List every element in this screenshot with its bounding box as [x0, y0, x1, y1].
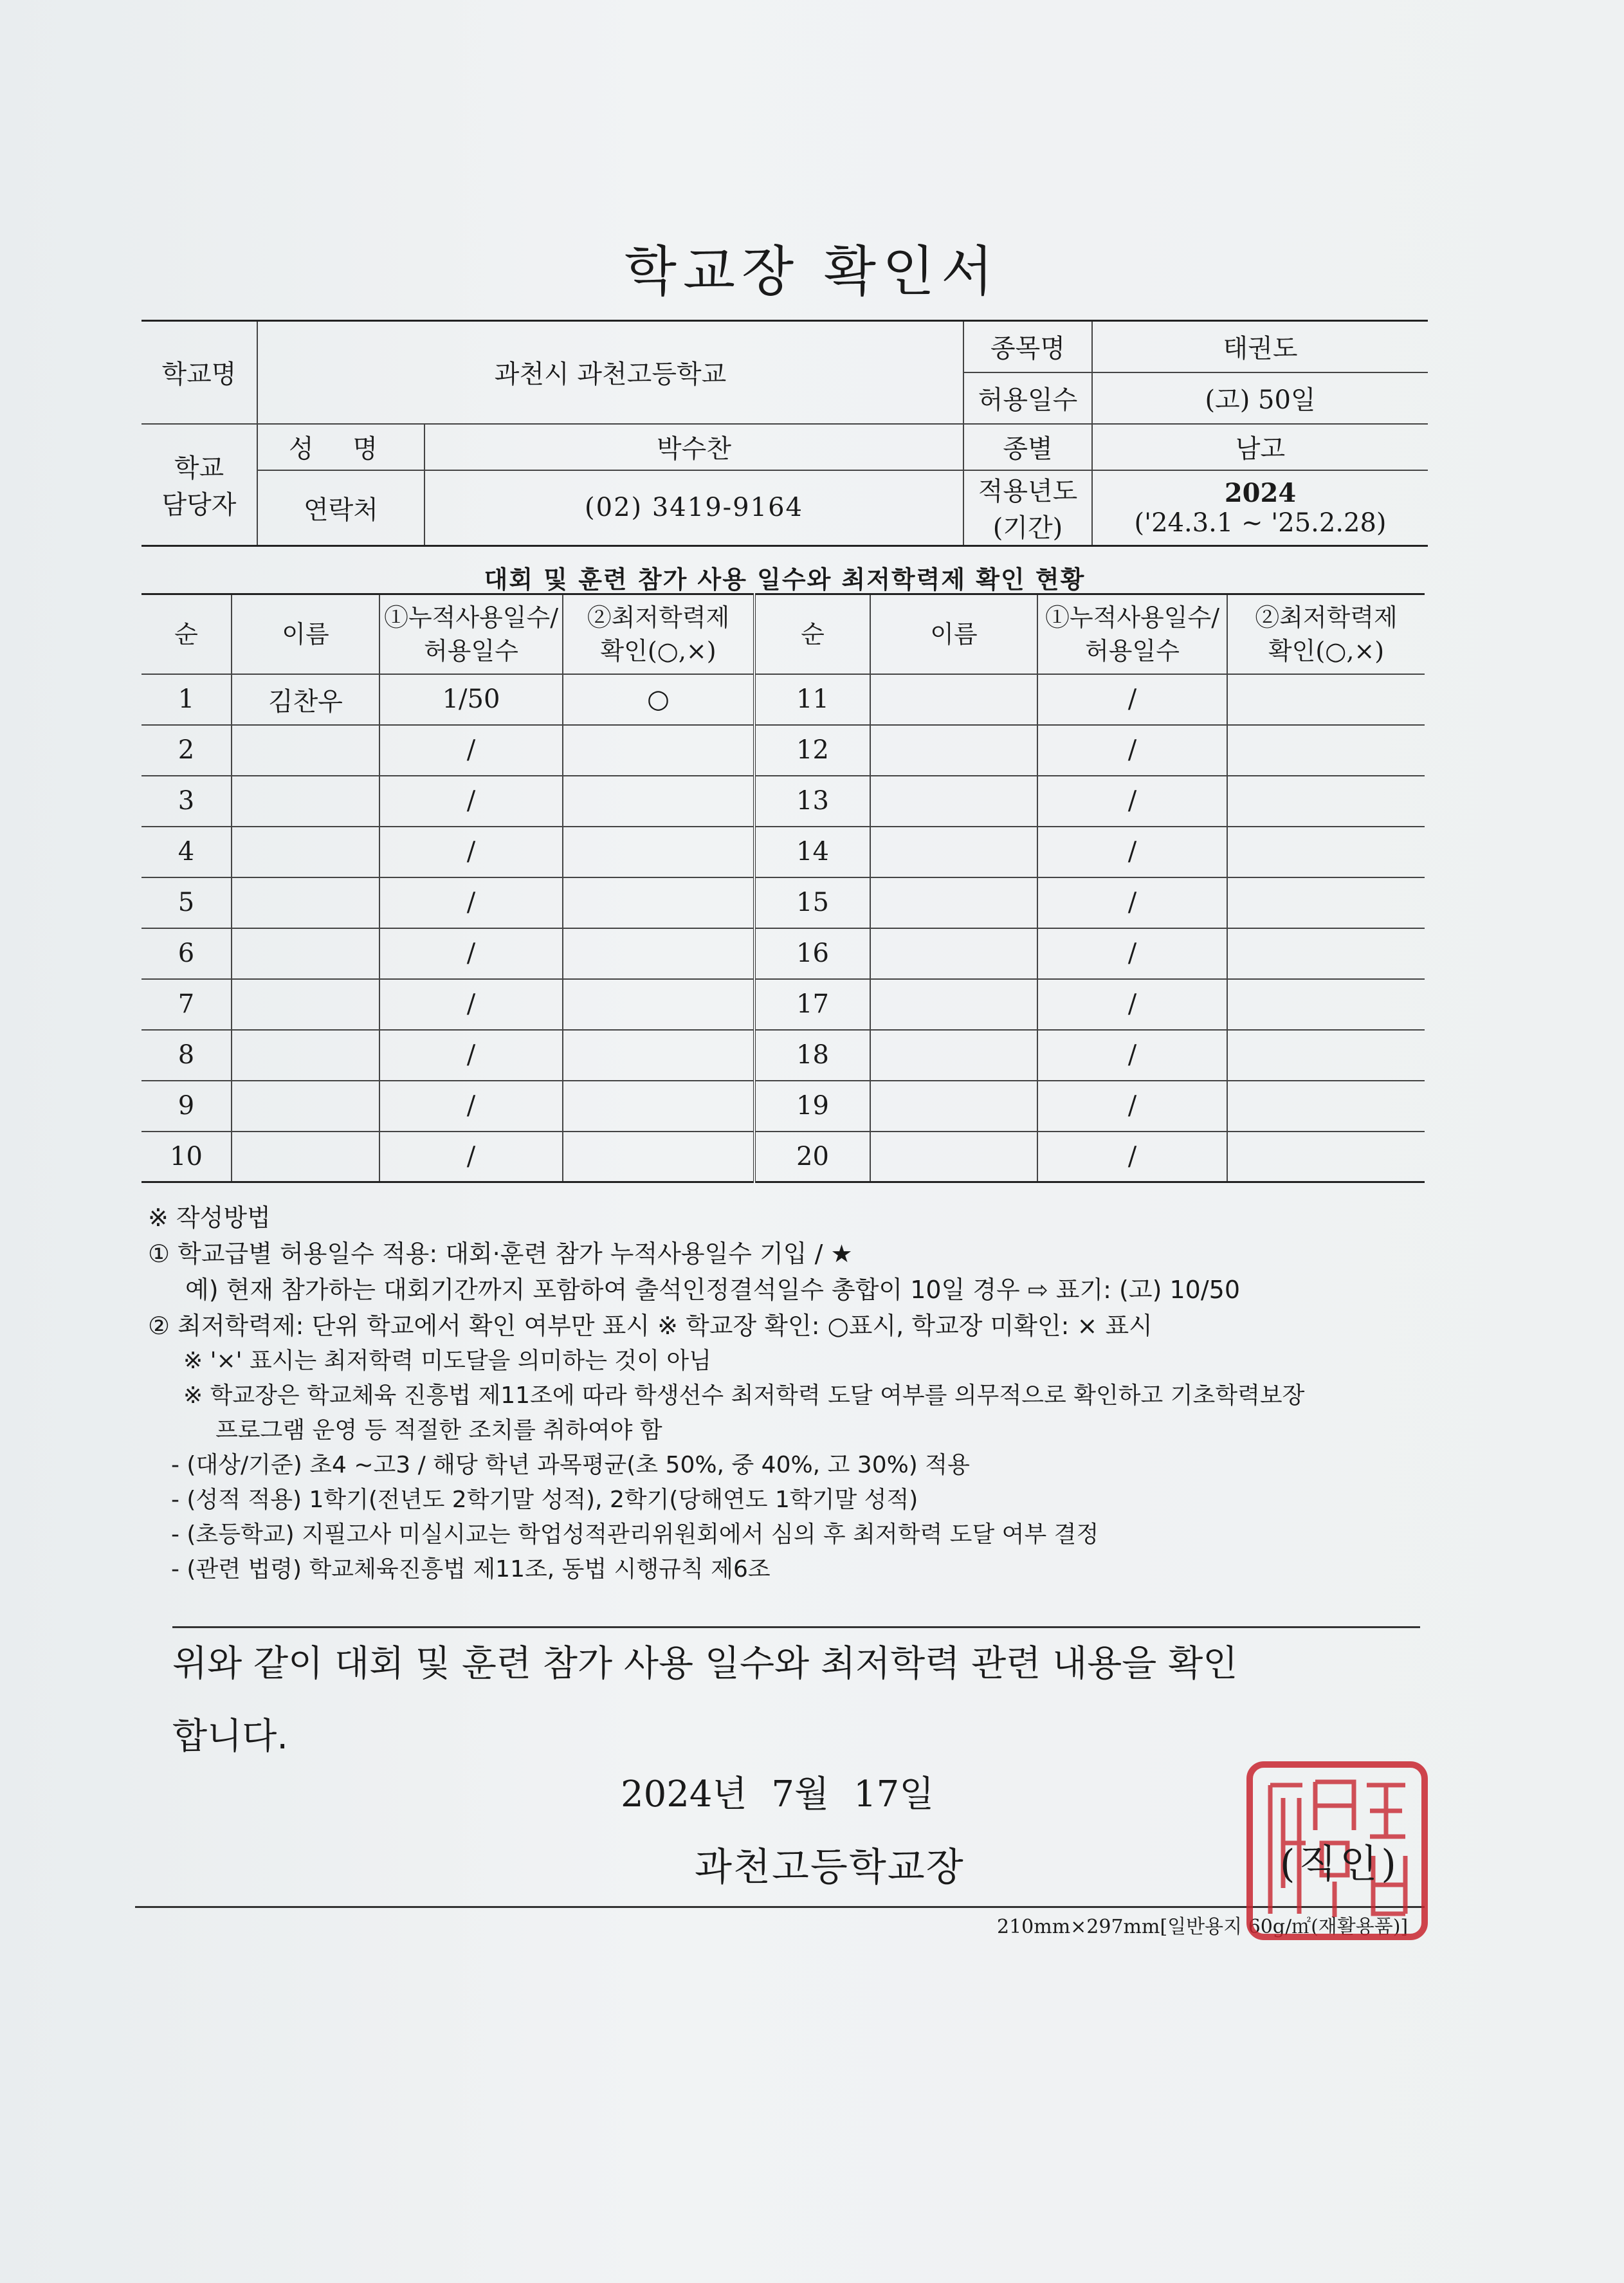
days-used-right: /: [1037, 1132, 1227, 1182]
days-used-left: /: [379, 928, 563, 979]
header-name-right: 이름: [870, 594, 1037, 674]
days-used-right: /: [1037, 877, 1227, 928]
header-days-left-line1: ①누적사용일수/: [383, 603, 559, 632]
row-number-left: 7: [141, 979, 232, 1030]
footer-rule: [135, 1906, 1425, 1908]
days-used-right: /: [1037, 674, 1227, 725]
header-check-right-line1: ②최저학력제: [1255, 603, 1398, 632]
header-days-right: [1037, 594, 1227, 674]
roster-row: [141, 1132, 1425, 1182]
academic-check-left: [563, 979, 754, 1030]
academic-check-right: [1227, 725, 1425, 776]
school-name-label: 학교명: [141, 321, 257, 424]
academic-check-left: [563, 1030, 754, 1081]
gender-label: 종별: [963, 424, 1092, 470]
section-divider: [172, 1626, 1420, 1628]
roster-subtitle: 대회 및 훈련 참가 사용 일수와 최저학력제 확인 현황: [484, 565, 1086, 594]
confirmation-statement-line2: 합니다.: [172, 1716, 289, 1757]
note-dash-1: - (대상/기준) 초4 ~고3 / 해당 학년 과목평균(초 50%, 중 40%, 고 30%) 적용: [171, 1452, 970, 1478]
days-used-right: /: [1037, 1030, 1227, 1081]
header-check-left-line1: ②최저학력제: [587, 603, 730, 632]
row-number-left: 4: [141, 827, 232, 877]
row-number-left: 2: [141, 725, 232, 776]
row-number-right: 13: [754, 776, 870, 827]
roster-row: [141, 827, 1425, 877]
row-number-left: 3: [141, 776, 232, 827]
year-label-line1: 적용년도: [978, 477, 1078, 507]
days-used-right: /: [1037, 928, 1227, 979]
student-name-left: [232, 827, 379, 877]
student-name-left: [232, 1081, 379, 1132]
year-value-cell: [1092, 470, 1428, 546]
issue-date: 2024년 7월 17일: [621, 1774, 935, 1815]
academic-check-right: [1227, 776, 1425, 827]
student-name-right: [870, 1030, 1037, 1081]
days-used-right: /: [1037, 1081, 1227, 1132]
roster-header-row: [141, 594, 1425, 674]
student-name-left: [232, 1030, 379, 1081]
contact-label-line2: 담당자: [161, 490, 237, 520]
student-name-right: [870, 979, 1037, 1030]
academic-check-left: [563, 1081, 754, 1132]
student-name-right: [870, 1132, 1037, 1182]
row-number-left: 9: [141, 1081, 232, 1132]
row-number-left: 5: [141, 877, 232, 928]
student-name-left: [232, 725, 379, 776]
academic-check-right: [1227, 979, 1425, 1030]
student-name-left: [232, 928, 379, 979]
header-days-left: [379, 594, 563, 674]
student-name-right: [870, 725, 1037, 776]
row-number-left: 1: [141, 674, 232, 725]
student-name-left: [232, 979, 379, 1030]
academic-check-left: [563, 1132, 754, 1182]
note-item-2-remark-1: ※ '×' 표시는 최저학력 미도달을 의미하는 것이 아님: [183, 1348, 711, 1374]
gender-value: 남고: [1092, 424, 1428, 470]
row-number-right: 20: [754, 1132, 870, 1182]
roster-row: [141, 1030, 1425, 1081]
academic-check-right: [1227, 1081, 1425, 1132]
days-used-left: /: [379, 1030, 563, 1081]
roster-row: [141, 776, 1425, 827]
student-name-right: [870, 827, 1037, 877]
allowed-days-label: 허용일수: [963, 372, 1092, 424]
academic-check-right: [1227, 827, 1425, 877]
student-name-right: [870, 928, 1037, 979]
row-number-right: 18: [754, 1030, 870, 1081]
academic-check-left: [563, 877, 754, 928]
instructions: [148, 1200, 1434, 1587]
seal-label: (직인): [1280, 1842, 1400, 1887]
header-name-left: 이름: [232, 594, 379, 674]
year-value: 2024: [1224, 477, 1297, 508]
row-number-left: 10: [141, 1132, 232, 1182]
confirmation-statement-line1: 위와 같이 대회 및 훈련 참가 사용 일수와 최저학력 관련 내용을 확인: [172, 1643, 1238, 1685]
days-used-left: /: [379, 776, 563, 827]
document-title: 학교장 확인서: [624, 240, 1000, 303]
header-days-right-line1: ①누적사용일수/: [1045, 603, 1220, 632]
academic-check-left: [563, 827, 754, 877]
roster-row: [141, 725, 1425, 776]
academic-check-left: [563, 776, 754, 827]
note-item-1-example: 예) 현재 참가하는 대회기간까지 포함하여 출석인정결석일수 총합이 10일 경우 ⇨ 표기: (고) 10/50: [185, 1276, 1241, 1304]
person-name-label: 성 명: [257, 424, 424, 470]
days-used-right: /: [1037, 725, 1227, 776]
academic-check-right: [1227, 1132, 1425, 1182]
days-used-left: 1/50: [379, 674, 563, 725]
days-used-left: /: [379, 827, 563, 877]
header-no-right: 순: [754, 594, 870, 674]
row-number-right: 11: [754, 674, 870, 725]
academic-check-right: [1227, 1030, 1425, 1081]
roster-body: [141, 674, 1425, 1182]
note-dash-2: - (성적 적용) 1학기(전년도 2학기말 성적), 2학기(당해연도 1학기말 성적): [171, 1487, 918, 1513]
header-check-left: [563, 594, 754, 674]
days-used-left: /: [379, 725, 563, 776]
roster-row: [141, 979, 1425, 1030]
academic-check-right: [1227, 877, 1425, 928]
header-days-right-line2: 허용일수: [1085, 636, 1180, 665]
student-name-right: [870, 877, 1037, 928]
academic-check-left: [563, 725, 754, 776]
school-name-value: 과천시 과천고등학교: [257, 321, 963, 424]
academic-check-right: [1227, 928, 1425, 979]
contact-person-label: [141, 424, 257, 546]
period-value: ('24.3.1 ~ '25.2.28): [1134, 508, 1387, 538]
header-check-right: [1227, 594, 1425, 674]
row-number-right: 15: [754, 877, 870, 928]
days-used-left: /: [379, 979, 563, 1030]
phone-label: 연락처: [257, 470, 424, 546]
header-days-left-line2: 허용일수: [424, 636, 518, 665]
year-label-line2: (기간): [992, 513, 1063, 544]
event-value: 태권도: [1092, 321, 1428, 372]
event-label: 종목명: [963, 321, 1092, 372]
roster-row: [141, 928, 1425, 979]
academic-check-right: [1227, 674, 1425, 725]
student-name-left: [232, 877, 379, 928]
roster-row: [141, 877, 1425, 928]
row-number-right: 14: [754, 827, 870, 877]
row-number-right: 19: [754, 1081, 870, 1132]
student-name-right: [870, 1081, 1037, 1132]
allowed-days-value: (고) 50일: [1092, 372, 1428, 424]
note-item-2-remark-2: ※ 학교장은 학교체육 진흥법 제11조에 따라 학생선수 최저학력 도달 여부를 의무적으로 확인하고 기초학력보장: [183, 1382, 1305, 1409]
note-item-1: ① 학교급별 허용일수 적용: 대회·훈련 참가 누적사용일수 기입 / ★: [148, 1240, 853, 1268]
row-number-right: 12: [754, 725, 870, 776]
roster-row: [141, 1081, 1425, 1132]
row-number-right: 17: [754, 979, 870, 1030]
academic-check-left: ○: [563, 674, 754, 725]
paper-spec-footnote: 210mm×297mm[일반용지 60g/㎡(재활용품)]: [997, 1916, 1409, 1938]
note-dash-4: - (관련 법령) 학교체육진흥법 제11조, 동법 시행규칙 제6조: [171, 1556, 771, 1582]
row-number-right: 16: [754, 928, 870, 979]
row-number-left: 6: [141, 928, 232, 979]
roster-row: [141, 674, 1425, 725]
note-item-2-remark-2b: 프로그램 운영 등 적절한 조치를 취하여야 함: [215, 1417, 662, 1444]
notes-heading: ※ 작성방법: [148, 1204, 271, 1232]
contact-label-line1: 학교: [174, 454, 224, 484]
participation-roster-table: [141, 593, 1425, 1183]
academic-check-left: [563, 928, 754, 979]
student-name-right: [870, 674, 1037, 725]
student-name-left: [232, 776, 379, 827]
note-item-2: ② 최저학력제: 단위 학교에서 확인 여부만 표시 ※ 학교장 확인: ○표시, 학교장 미확인: × 표시: [148, 1312, 1153, 1340]
student-name-left: [232, 1132, 379, 1182]
days-used-left: /: [379, 1081, 563, 1132]
person-name-value: 박수찬: [424, 424, 963, 470]
principal-title: 과천고등학교장: [695, 1845, 965, 1890]
days-used-right: /: [1037, 827, 1227, 877]
student-name-right: [870, 776, 1037, 827]
days-used-right: /: [1037, 776, 1227, 827]
note-dash-3: - (초등학교) 지필고사 미실시교는 학업성적관리위원회에서 심의 후 최저학력 도달 여부 결정: [171, 1521, 1099, 1548]
days-used-right: /: [1037, 979, 1227, 1030]
header-check-left-line2: 확인(○,×): [600, 636, 716, 665]
student-name-left: 김찬우: [232, 674, 379, 725]
days-used-left: /: [379, 877, 563, 928]
days-used-left: /: [379, 1132, 563, 1182]
header-check-right-line2: 확인(○,×): [1268, 636, 1385, 665]
year-label: [963, 470, 1092, 546]
header-no-left: 순: [141, 594, 232, 674]
school-info-table: [141, 320, 1428, 547]
row-number-left: 8: [141, 1030, 232, 1081]
phone-value: (02) 3419-9164: [424, 470, 963, 546]
